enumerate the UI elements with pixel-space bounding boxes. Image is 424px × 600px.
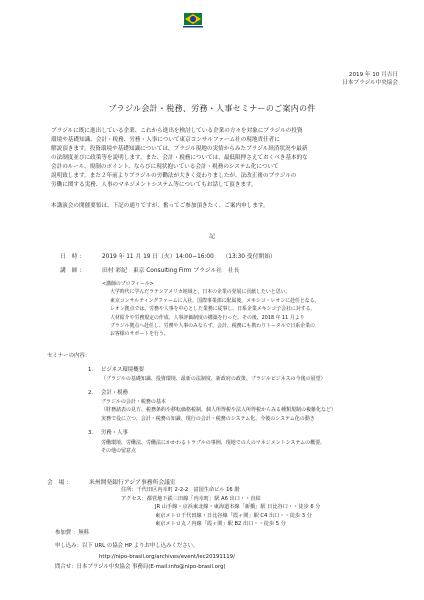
- seminar-item-lines: [101, 398, 336, 423]
- profile-line: ブラジル拠点へ赴任し、労務や人事のみならず、会計、税務にも携わりトータルで日系企業の: [110, 323, 315, 330]
- profile-line: お客様のサポートを行う。: [110, 331, 169, 338]
- issue-date: 2019 年 10 月吉日: [348, 72, 398, 78]
- seminar-item-title: 労務・人事: [101, 430, 128, 436]
- venue-address: 住所：千代田区内幸町 2-2-2 富国生命ビル 16 階: [121, 487, 240, 493]
- issuer-org: 日本ブラジル中央協会: [342, 80, 398, 86]
- venue-access: アクセス：都営地下鉄三田線「内幸町」駅 A6 出口・・直結: [121, 495, 261, 502]
- intro-line: 労働に関する実務、人事のマネジメントシステム等についてもお話して頂きます。: [51, 182, 257, 188]
- intro-line: 解説頂きます。投資環境や基礎知識については、ブラジル現地の実情からみたブラジル経済状況や最新: [51, 146, 308, 152]
- speaker-label: 講 師 ：: [60, 268, 86, 274]
- date-value: 2019 年 11 月 19 日（火）14:00−16:00 （13:30 受付開始）: [102, 254, 276, 260]
- intro-paragraph: [51, 127, 381, 190]
- seminar-item-line: その他の留意点: [101, 448, 137, 455]
- seminar-heading: セミナーの内容：: [47, 353, 91, 359]
- intro-line: の法制度並びに政策等を説明します。また、会計・税務については、最低限押さえておくべき基本的な: [51, 155, 308, 161]
- intro-line: 環境や基礎知識、会計・税務、労務・人事について東京コンサルファーム社の現地責任者に: [51, 137, 280, 143]
- speaker-value: 田村 彩紀 東京 Consulting Firm ブラジル社 社長: [102, 268, 240, 274]
- seminar-item-title: 会計・税務: [101, 390, 128, 396]
- seminar-item-lines: [101, 375, 326, 383]
- closing-text: 本講演会の開催要領は、下記の通りですが、奮ってご参加頂きたく、ご案内申します。: [51, 203, 269, 209]
- apply-text: 申し込み：以下 URL の協会 HP よりお申し込みください。: [55, 543, 199, 549]
- seminar-item-num: 3.: [88, 430, 94, 436]
- intro-line: ブラジルに既に進出している企業、これから進出を検討している企業の方々を対象にブラジルの投資: [51, 128, 303, 134]
- profile-line: レオン拠点では、労務や人事を中心とした業務に従事し、日系企業メキシコ子会社に対する、: [110, 306, 316, 313]
- footer-info: [55, 527, 235, 574]
- fee-text: 参加費 ：無料: [55, 530, 90, 536]
- header-block: [342, 71, 398, 87]
- venue-access: 東京メトロ千代田線・日比谷線「霞ヶ関」駅 C4 出口・・徒歩 3 分: [155, 512, 312, 519]
- seminar-item-line: （ブラジルの基礎知識、投資環境、最新の法制度、新政府の政策、ブラジルビジネスの今後の展望）: [101, 376, 326, 382]
- seminar-item-num: 1.: [88, 367, 94, 373]
- brazil-flag-logo-icon: [183, 11, 203, 29]
- date-label: 日 時 ：: [60, 254, 86, 260]
- intro-line: 説明致します。また２年前よりブラジルの労働法が大きく変わりましたが、法改正後のブラジルの: [51, 173, 297, 179]
- document-title: ブラジル会計・税務、労務・人事セミナーのご案内の件: [108, 104, 316, 113]
- seminar-item-line: （財務諸表の見方、税務条約や移転価格税制、個人所得税や法人所得税からみる種類規制の複雑化など）: [101, 407, 337, 414]
- speaker-profile: [102, 280, 319, 339]
- intro-line: 会計のルール、規制のポイント、ならびに現状抱いている会計・税務のシステム化について: [51, 164, 279, 170]
- profile-heading: <講師のプロフィール>: [102, 281, 154, 287]
- profile-line: 東京コンサルティングファームに入社。国際事業部に配属後、メキシコ・レオンに赴任となる。: [110, 297, 320, 304]
- venue-label: 会 場 ：: [47, 480, 73, 486]
- seminar-item-title: ビジネス環境概要: [101, 367, 144, 373]
- venue-details: [89, 486, 320, 529]
- venue-name: 米州開発銀行アジア事務所会議室: [89, 480, 176, 486]
- ki-heading: 記: [209, 234, 215, 240]
- seminar-item-num: 2.: [88, 390, 94, 396]
- seminar-item-lines: [101, 439, 325, 456]
- venue-access: 東京メトロ丸ノ内線「霞ヶ関」駅 B2 出口・・徒歩 5 分: [155, 521, 286, 528]
- contact-text: 問合せ：日本ブラジル中央協会 事務局(E-mail:info@nipo-brasil.org): [55, 564, 226, 570]
- seminar-item-line: 実務で役に立つ、会計・税務の知識、現行の会計・税務のシステム化、今後のシステム化の動き: [101, 415, 315, 422]
- seminar-item-line: ブラジルの会計・税務の基本: [101, 399, 166, 405]
- profile-line: 人材紹介や労務規定の作成、人事評価制度の構築を行った。その後、2018 年 11 月より: [110, 314, 305, 321]
- venue-access: JR 山手線・京浜東北線・東海道本線「新橋」駅 日比谷口・・徒歩 6 分: [155, 504, 321, 511]
- apply-url-link[interactable]: http://nipo-brasil.org/archives/event/lec20191119/: [99, 554, 235, 560]
- seminar-item-line: 労働環境、労働法、労働法にかかわるトラブルの事例、現地での人のマネジメントシステムの概要、: [101, 440, 326, 446]
- profile-line: 大学時代に学んだラテンアメリカ地域と、日本の企業の発展に貢献したいと思い、: [110, 289, 291, 296]
